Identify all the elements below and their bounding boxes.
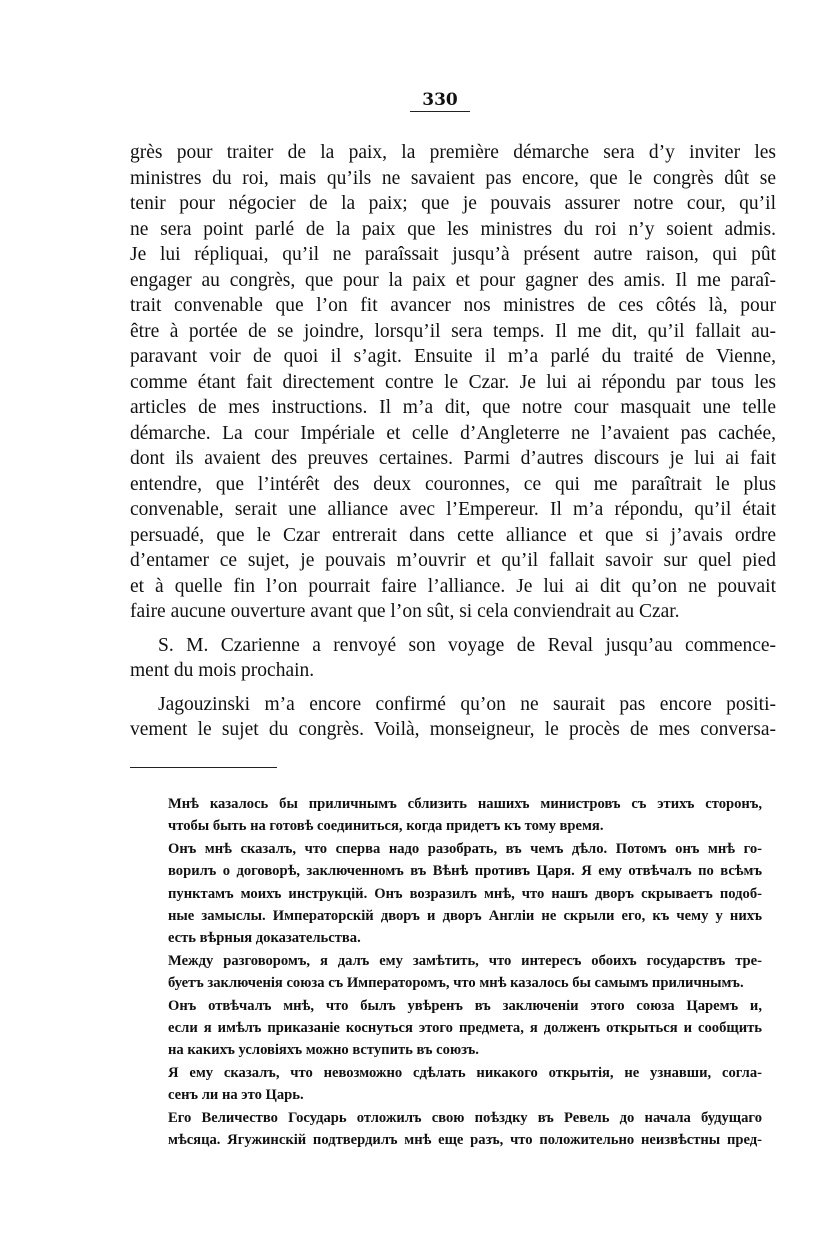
main-text-line: Je lui répliquai, qu’il ne paraîssait jusqu’à présent autre raison, qui pût: [130, 244, 776, 265]
footnote-line: Я ему сказалъ, что невозможно сдѣлать никакого открытія, не узнавши, согла-: [168, 1064, 762, 1081]
main-text-paragraph: [130, 692, 776, 743]
main-text-line: dont ils avaient des preuves certaines. Parmi d’autres discours je lui ai fait: [130, 448, 776, 469]
footnote-paragraph: [168, 1107, 762, 1152]
main-text-line: S. M. Czarienne a renvoyé son voyage de Reval jusqu’au commence-: [158, 634, 776, 656]
footnote-line: Его Величество Государь отложилъ свою поѣздку въ Ревель до начала будущаго: [168, 1109, 762, 1126]
footnote-paragraph: [168, 838, 762, 950]
main-text-paragraph: [130, 633, 776, 684]
footnote-line: на какихъ условіяхъ можно вступить въ союзъ.: [168, 1042, 479, 1059]
main-text-line: d’entamer ce sujet, je pouvais m’ouvrir et qu’il fallait savoir sur quel pied: [130, 550, 776, 571]
main-text-line: grès pour traiter de la paix, la première démarche sera d’y inviter les: [130, 142, 776, 163]
main-text-line: engager au congrès, que pour la paix et pour gagner des amis. Il me paraî-: [130, 269, 776, 291]
footnote-line: Между разговоромъ, я далъ ему замѣтить, что интересъ обоихъ государствъ тре-: [168, 952, 762, 969]
footnote-text: [168, 793, 762, 1152]
footnote-line: чтобы быть на готовѣ соединиться, когда придетъ къ тому время.: [168, 818, 604, 835]
footnote-line: ные замыслы. Императорскій дворъ и дворъ Англіи не скрыли его, къ чему у нихъ: [168, 908, 762, 925]
footnote-paragraph: [168, 793, 762, 838]
footnote-line: Мнѣ казалось бы приличнымъ сблизить нашихъ министровъ съ этихъ сторонъ,: [168, 796, 762, 812]
footnote-paragraph: [168, 1062, 762, 1107]
footnote-paragraph: [168, 995, 762, 1062]
main-text: [130, 140, 776, 751]
main-text-line: comme étant fait directement contre le Czar. Je lui ai répondu par tous les: [130, 371, 776, 393]
main-text-line: faire aucune ouverture avant que l’on sût, si cela conviendrait au Czar.: [130, 601, 680, 622]
main-text-line: convenable, serait une alliance avec l’Empereur. Il m’a répondu, qu’il était: [130, 499, 776, 520]
footnote-line: есть вѣрныя доказательства.: [168, 930, 361, 947]
footnote-line: буетъ заключенія союза съ Императоромъ, что мнѣ казалось бы самымъ приличнымъ.: [168, 975, 744, 992]
main-text-line: tenir pour négocier de la paix; que je pouvais assurer notre cour, qu’il: [130, 193, 776, 214]
main-text-line: entendre, que l’intérêt des deux couronnes, ce qui me paraîtrait le plus: [130, 473, 776, 495]
main-text-line: et à quelle fin l’on pourrait faire l’alliance. Je lui ai dit qu’on ne pouvait: [130, 575, 776, 597]
footnote-paragraph: [168, 950, 762, 995]
main-text-line: être à portée de se joindre, lorsqu’il sera temps. Il me dit, qu’il fallait au-: [130, 320, 776, 342]
footnote-line: Онъ отвѣчалъ мнѣ, что былъ увѣренъ въ заключеніи этого союза Царемъ и,: [168, 997, 762, 1014]
main-text-line: Jagouzinski m’a encore confirmé qu’on ne saurait pas encore positi-: [158, 693, 776, 715]
main-text-line: trait convenable que l’on fit avancer nos ministres de ces côtés là, pour: [130, 295, 776, 316]
footnote-line: если я имѣлъ приказаніе коснуться этого предмета, я долженъ открыться и сообщить: [168, 1020, 762, 1037]
footnote-line: сенъ ли на это Царь.: [168, 1087, 304, 1104]
footnote-line: пунктамъ моихъ инструкцій. Онъ возразилъ мнѣ, что нашъ дворъ скрываетъ подоб-: [168, 885, 762, 902]
main-text-line: paravant voir de quoi il s’agit. Ensuite il m’a parlé du traité de Vienne,: [130, 346, 776, 367]
footnote-divider: [130, 767, 277, 768]
footnote-line: мѣсяца. Ягужинскій подтвердилъ мнѣ еще разъ, что положительно неизвѣстны пред-: [168, 1132, 762, 1149]
main-text-line: démarche. La cour Impériale et celle d’Angleterre ne l’avaient pas cachée,: [130, 422, 776, 444]
main-text-paragraph: [130, 140, 776, 625]
footnote-line: Онъ мнѣ сказалъ, что сперва надо разобрать, въ чемъ дѣло. Потомъ онъ мнѣ го-: [168, 840, 762, 857]
main-text-line: ministres du roi, mais qu’ils ne savaient pas encore, que le congrès dût se: [130, 167, 776, 189]
main-text-line: articles de mes instructions. Il m’a dit, que notre cour masquait une telle: [130, 397, 776, 418]
main-text-line: ne sera point parlé de la paix que les ministres du roi n’y soient admis.: [130, 218, 776, 240]
footnote-line: ворилъ о договорѣ, заключенномъ въ Вѣнѣ противъ Царя. Я ему отвѣчалъ по всѣмъ: [168, 863, 762, 880]
main-text-line: vement le sujet du congrès. Voilà, monseigneur, le procès de mes conversa-: [130, 719, 776, 740]
page-number: 330: [410, 90, 470, 112]
main-text-line: ment du mois prochain.: [130, 660, 315, 681]
main-text-line: persuadé, que le Czar entrerait dans cette alliance et que si j’avais ordre: [130, 524, 776, 546]
